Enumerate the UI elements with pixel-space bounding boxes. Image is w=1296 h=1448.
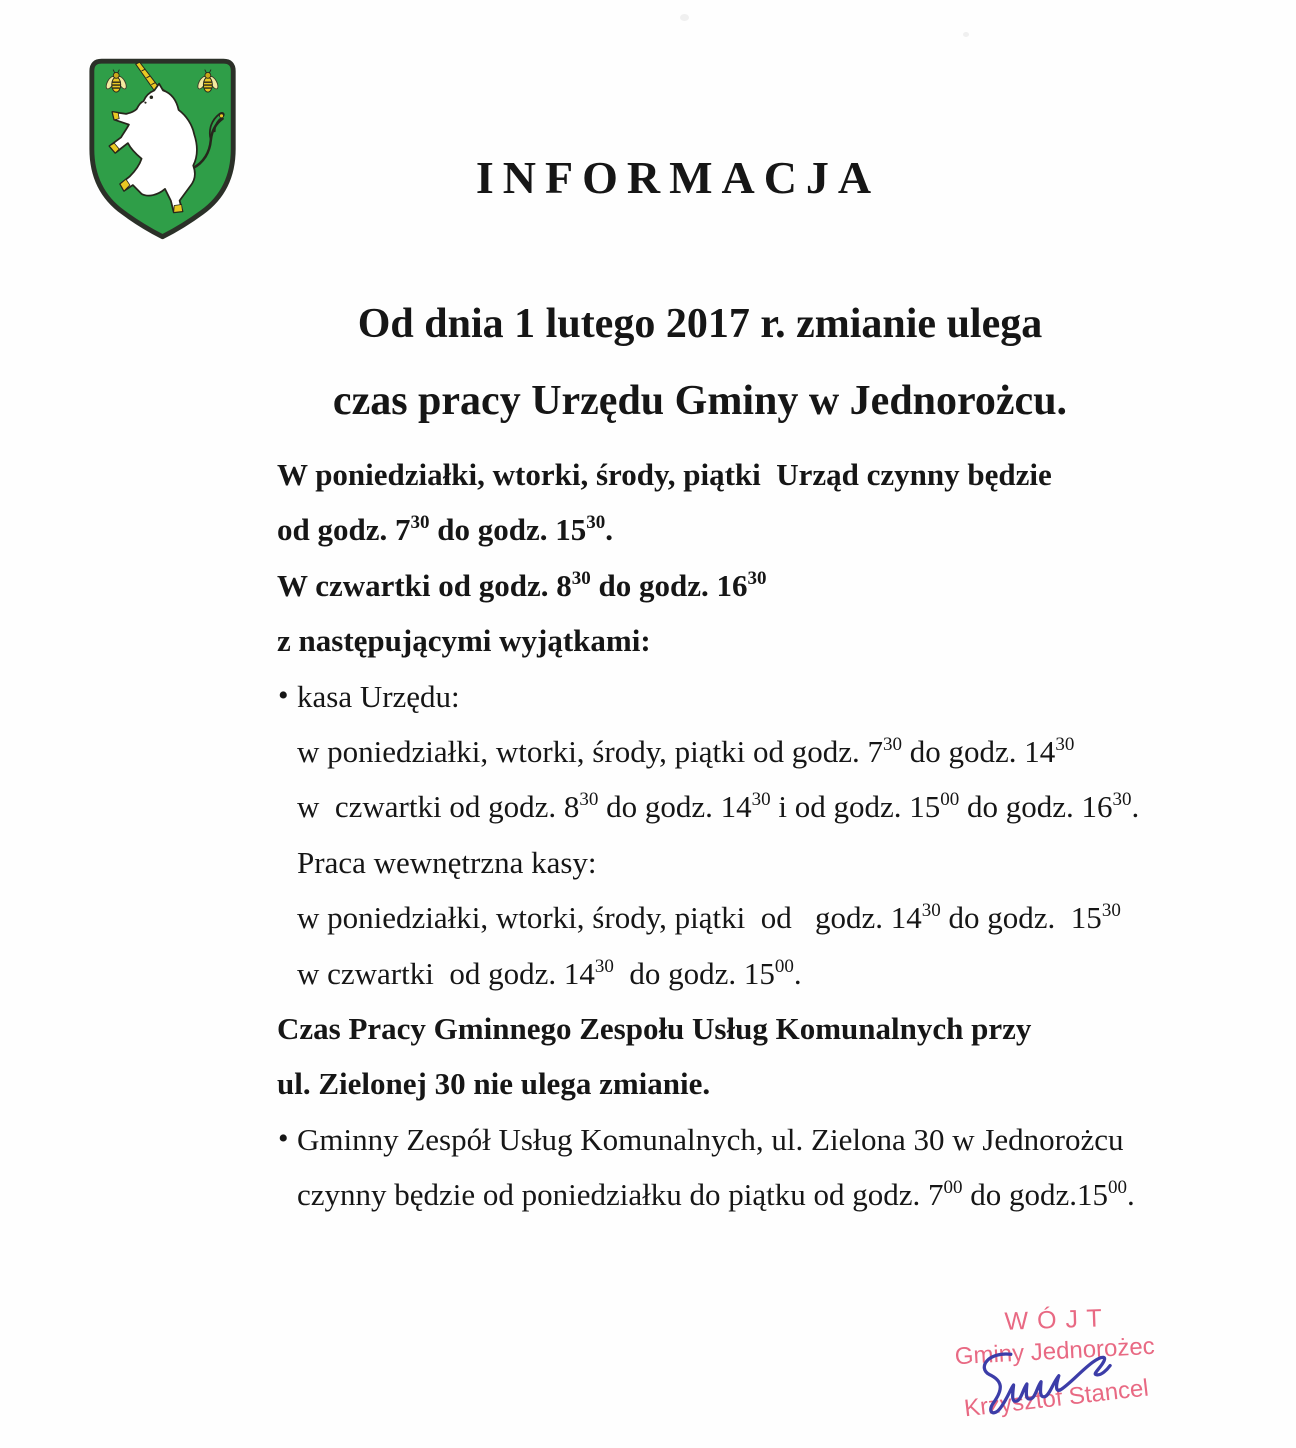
body-line-gzuk-notice-2: ul. Zielonej 30 nie ulega zmianie. [277,1066,711,1102]
bullet-icon: • [278,1121,289,1155]
scan-artifact [963,32,969,37]
unicorn-eye [150,96,154,100]
body-line-thursday-hours: W czwartki od godz. $8^{30}$ do godz. $16^{30}$ [277,567,767,603]
stamp-municipality: Gminy Jednorożec [954,1332,1156,1371]
body-line-cash-thursday-hours: w czwartki od godz. $8^{30}$ do godz. $14^{30}$ i od godz. $15^{00}$ do godz. $16^{30}$. [297,789,1140,825]
body-line-exceptions-intro: z następującymi wyjątkami: [277,623,651,659]
bullet-item-gzuk: • Gminny Zespół Usług Komunalnych, ul. Zielona 30 w Jednorożcu [277,1112,1237,1167]
body-line-office-hours: od godz. $7^{30}$ do godz. $15^{30}$. [277,512,613,548]
coat-of-arms-jednorozec-icon [86,53,242,243]
scan-artifact [680,14,689,21]
body-line-internal-thursday-hours: w czwartki od godz. $14^{30}$ do godz. $15^{00}$. [297,955,802,991]
stamp-mayor-name: Krzysztof Stancel [962,1374,1150,1423]
body-line-internal-work-label: Praca wewnętrzna kasy: [297,844,597,880]
document-body [277,447,1237,1222]
stamp-title: W Ó J T [1004,1304,1104,1336]
body-line-cash-weekday-hours: w poniedziałki, wtorki, środy, piątki od godz. $7^{30}$ do godz. $14^{30}$ [297,733,1075,769]
document-title: INFORMACJA [475,152,881,203]
document-heading [283,286,1117,440]
body-line-office-days: W poniedziałki, wtorki, środy, piątki Urząd czynny będzie [277,457,1052,492]
body-line-gzuk-notice-1: Czas Pracy Gminnego Zespołu Usług Komunalnych przy [277,1010,1032,1046]
heading-line-2: czas pracy Urzędu Gminy w Jednorożcu. [332,378,1068,424]
heading-line-1: Od dnia 1 lutego 2017 r. zmianie ulega [357,301,1043,347]
bullet-item-cash-desk: • kasa Urzędu: [277,669,1237,724]
body-line-gzuk-hours: czynny będzie od poniedziałku do piątku od godz. $7^{00}$ do $godz.15^{00}$. [297,1177,1135,1213]
body-line-internal-weekday-hours: w poniedziałki, wtorki, środy, piątki od godz. $14^{30}$ do godz. $15^{30}$ [297,900,1121,936]
bullet-icon: • [278,678,289,712]
